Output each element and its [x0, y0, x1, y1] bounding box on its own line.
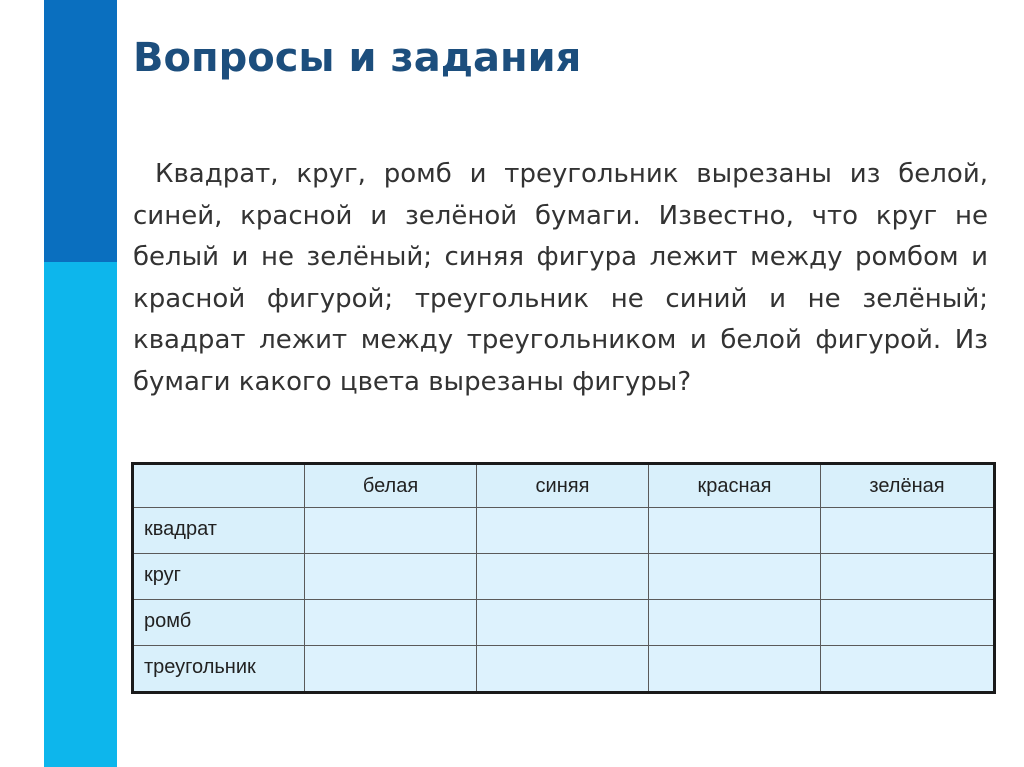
table-cell[interactable]: [477, 600, 649, 646]
table-cell[interactable]: [649, 646, 821, 693]
table-row: [133, 554, 995, 600]
column-header-green: зелёная: [821, 464, 995, 508]
column-header-blue: синяя: [477, 464, 649, 508]
column-header-white: белая: [305, 464, 477, 508]
side-band-light: [44, 262, 117, 767]
slide-title: Вопросы и задания: [133, 35, 582, 81]
table-cell[interactable]: [477, 508, 649, 554]
table-cell[interactable]: [305, 646, 477, 693]
answer-table: [131, 462, 996, 694]
table-cell[interactable]: [305, 600, 477, 646]
table-cell[interactable]: [649, 508, 821, 554]
row-label-square: квадрат: [133, 508, 305, 554]
table-header-row: [133, 464, 995, 508]
row-label-circle: круг: [133, 554, 305, 600]
row-label-rhombus: ромб: [133, 600, 305, 646]
table-row: [133, 508, 995, 554]
table-cell[interactable]: [821, 600, 995, 646]
table-corner-cell: [133, 464, 305, 508]
table-cell[interactable]: [649, 600, 821, 646]
table-cell[interactable]: [477, 646, 649, 693]
table-cell[interactable]: [821, 646, 995, 693]
table-row: [133, 646, 995, 693]
side-band-dark: [44, 0, 117, 262]
task-text: Квадрат, круг, ромб и треугольник вырезаны из белой, синей, красной и зелёной бумаги. Известно, что круг не белый и не зелёный; синяя фигура лежит между ромбом и красной фигурой; треугольник не синий и не зелёный; квадрат лежит между треугольником и белой фигурой. Из бумаги какого цвета вырезаны фигуры?: [133, 159, 988, 397]
table-cell[interactable]: [821, 554, 995, 600]
table-cell[interactable]: [305, 554, 477, 600]
table-cell[interactable]: [649, 554, 821, 600]
table-row: [133, 600, 995, 646]
table-cell[interactable]: [305, 508, 477, 554]
column-header-red: красная: [649, 464, 821, 508]
table-cell[interactable]: [477, 554, 649, 600]
table-cell[interactable]: [821, 508, 995, 554]
row-label-triangle: треугольник: [133, 646, 305, 693]
